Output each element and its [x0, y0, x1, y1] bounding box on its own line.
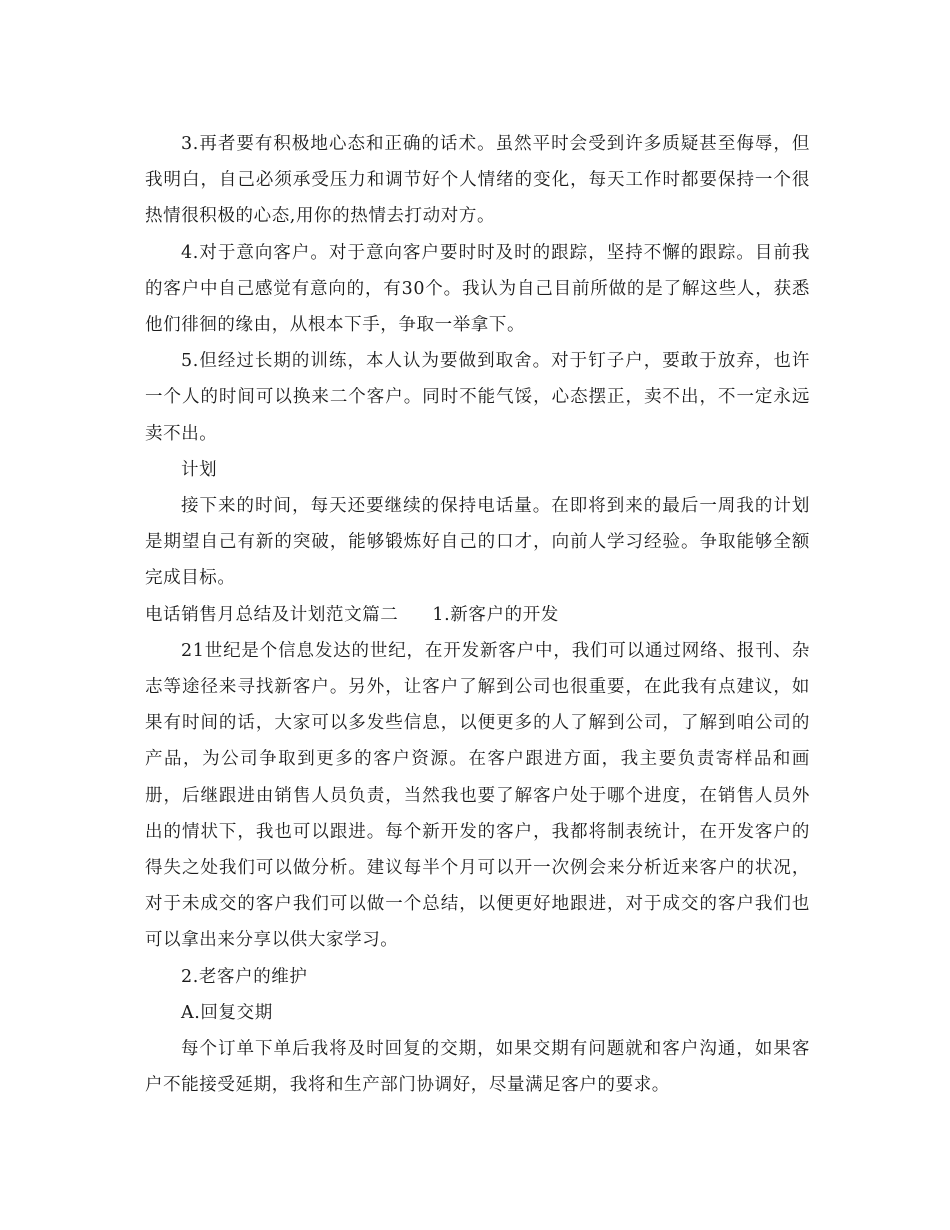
paragraph-delivery: 每个订单下单后我将及时回复的交期，如果交期有问题就和客户沟通，如果客户不能接受延期，我将和生产部门协调好，尽量满足客户的要求。 — [145, 1039, 810, 1096]
paragraph-intent-clients: 4.对于意向客户。对于意向客户要时时及时的跟踪，坚持不懈的跟踪。目前我的客户中自己感觉有意向的，有30个。我认为自己目前所做的是了解这些人，获悉他们徘徊的缘由，从根本下手，争取一举拿下。 — [145, 242, 810, 336]
paragraph-tradeoff: 5.但经过长期的训练，本人认为要做到取舍。对于钉子户，要敢于放弃，也许一个人的时间可以换来二个客户。同时不能气馁，心态摆正，卖不出，不一定永远卖不出。 — [145, 351, 810, 444]
section-subtitle: 1.新客户的开发 — [432, 604, 559, 625]
document-body — [145, 126, 810, 1103]
heading-old-clients: 2.老客户的维护 — [181, 966, 308, 987]
paragraph-plan: 接下来的时间，每天还要继续的保持电话量。在即将到来的最后一周我的计划是期望自己有新的突破，能够锻炼好自己的口才，向前人学习经验。争取能够全额完成目标。 — [145, 496, 810, 589]
section-title: 电话销售月总结及计划范文篇二 — [145, 604, 399, 625]
section-heading-line — [145, 597, 810, 633]
paragraph-new-clients: 21世纪是个信息发达的世纪，在开发新客户中，我们可以通过网络、报刊、杂志等途径来寻找新客户。另外，让客户了解到公司也很重要，在此我有点建议，如果有时间的话，大家可以多发些信息，以便更多的人了解到公司，了解到咱公司的产品，为公司争取到更多的客户资源。在客户跟进方面，我主要负责寄样品和画册，后继跟进由销售人员负责，当然我也要了解客户处于哪个进度，在销售人员外出的情状下，我也可以跟进。每个新开发的客户，我都将制表统计，在开发客户的得失之处我们可以做分析。建议每半个月可以开一次例会来分析近来客户的状况，对于未成交的客户我们可以做一个总结，以便更好地跟进，对于成交的客户我们也可以拿出来分享以供大家学习。 — [145, 640, 810, 951]
plan-heading: 计划 — [181, 459, 218, 480]
heading-reply-delivery: A.回复交期 — [181, 1002, 273, 1023]
paragraph-attitude: 3.再者要有积极地心态和正确的话术。虽然平时会受到许多质疑甚至侮辱，但我明白，自己必须承受压力和调节好个人情绪的变化，每天工作时都要保持一个很热情很积极的心态,用你的热情去打动对方。 — [145, 134, 810, 227]
